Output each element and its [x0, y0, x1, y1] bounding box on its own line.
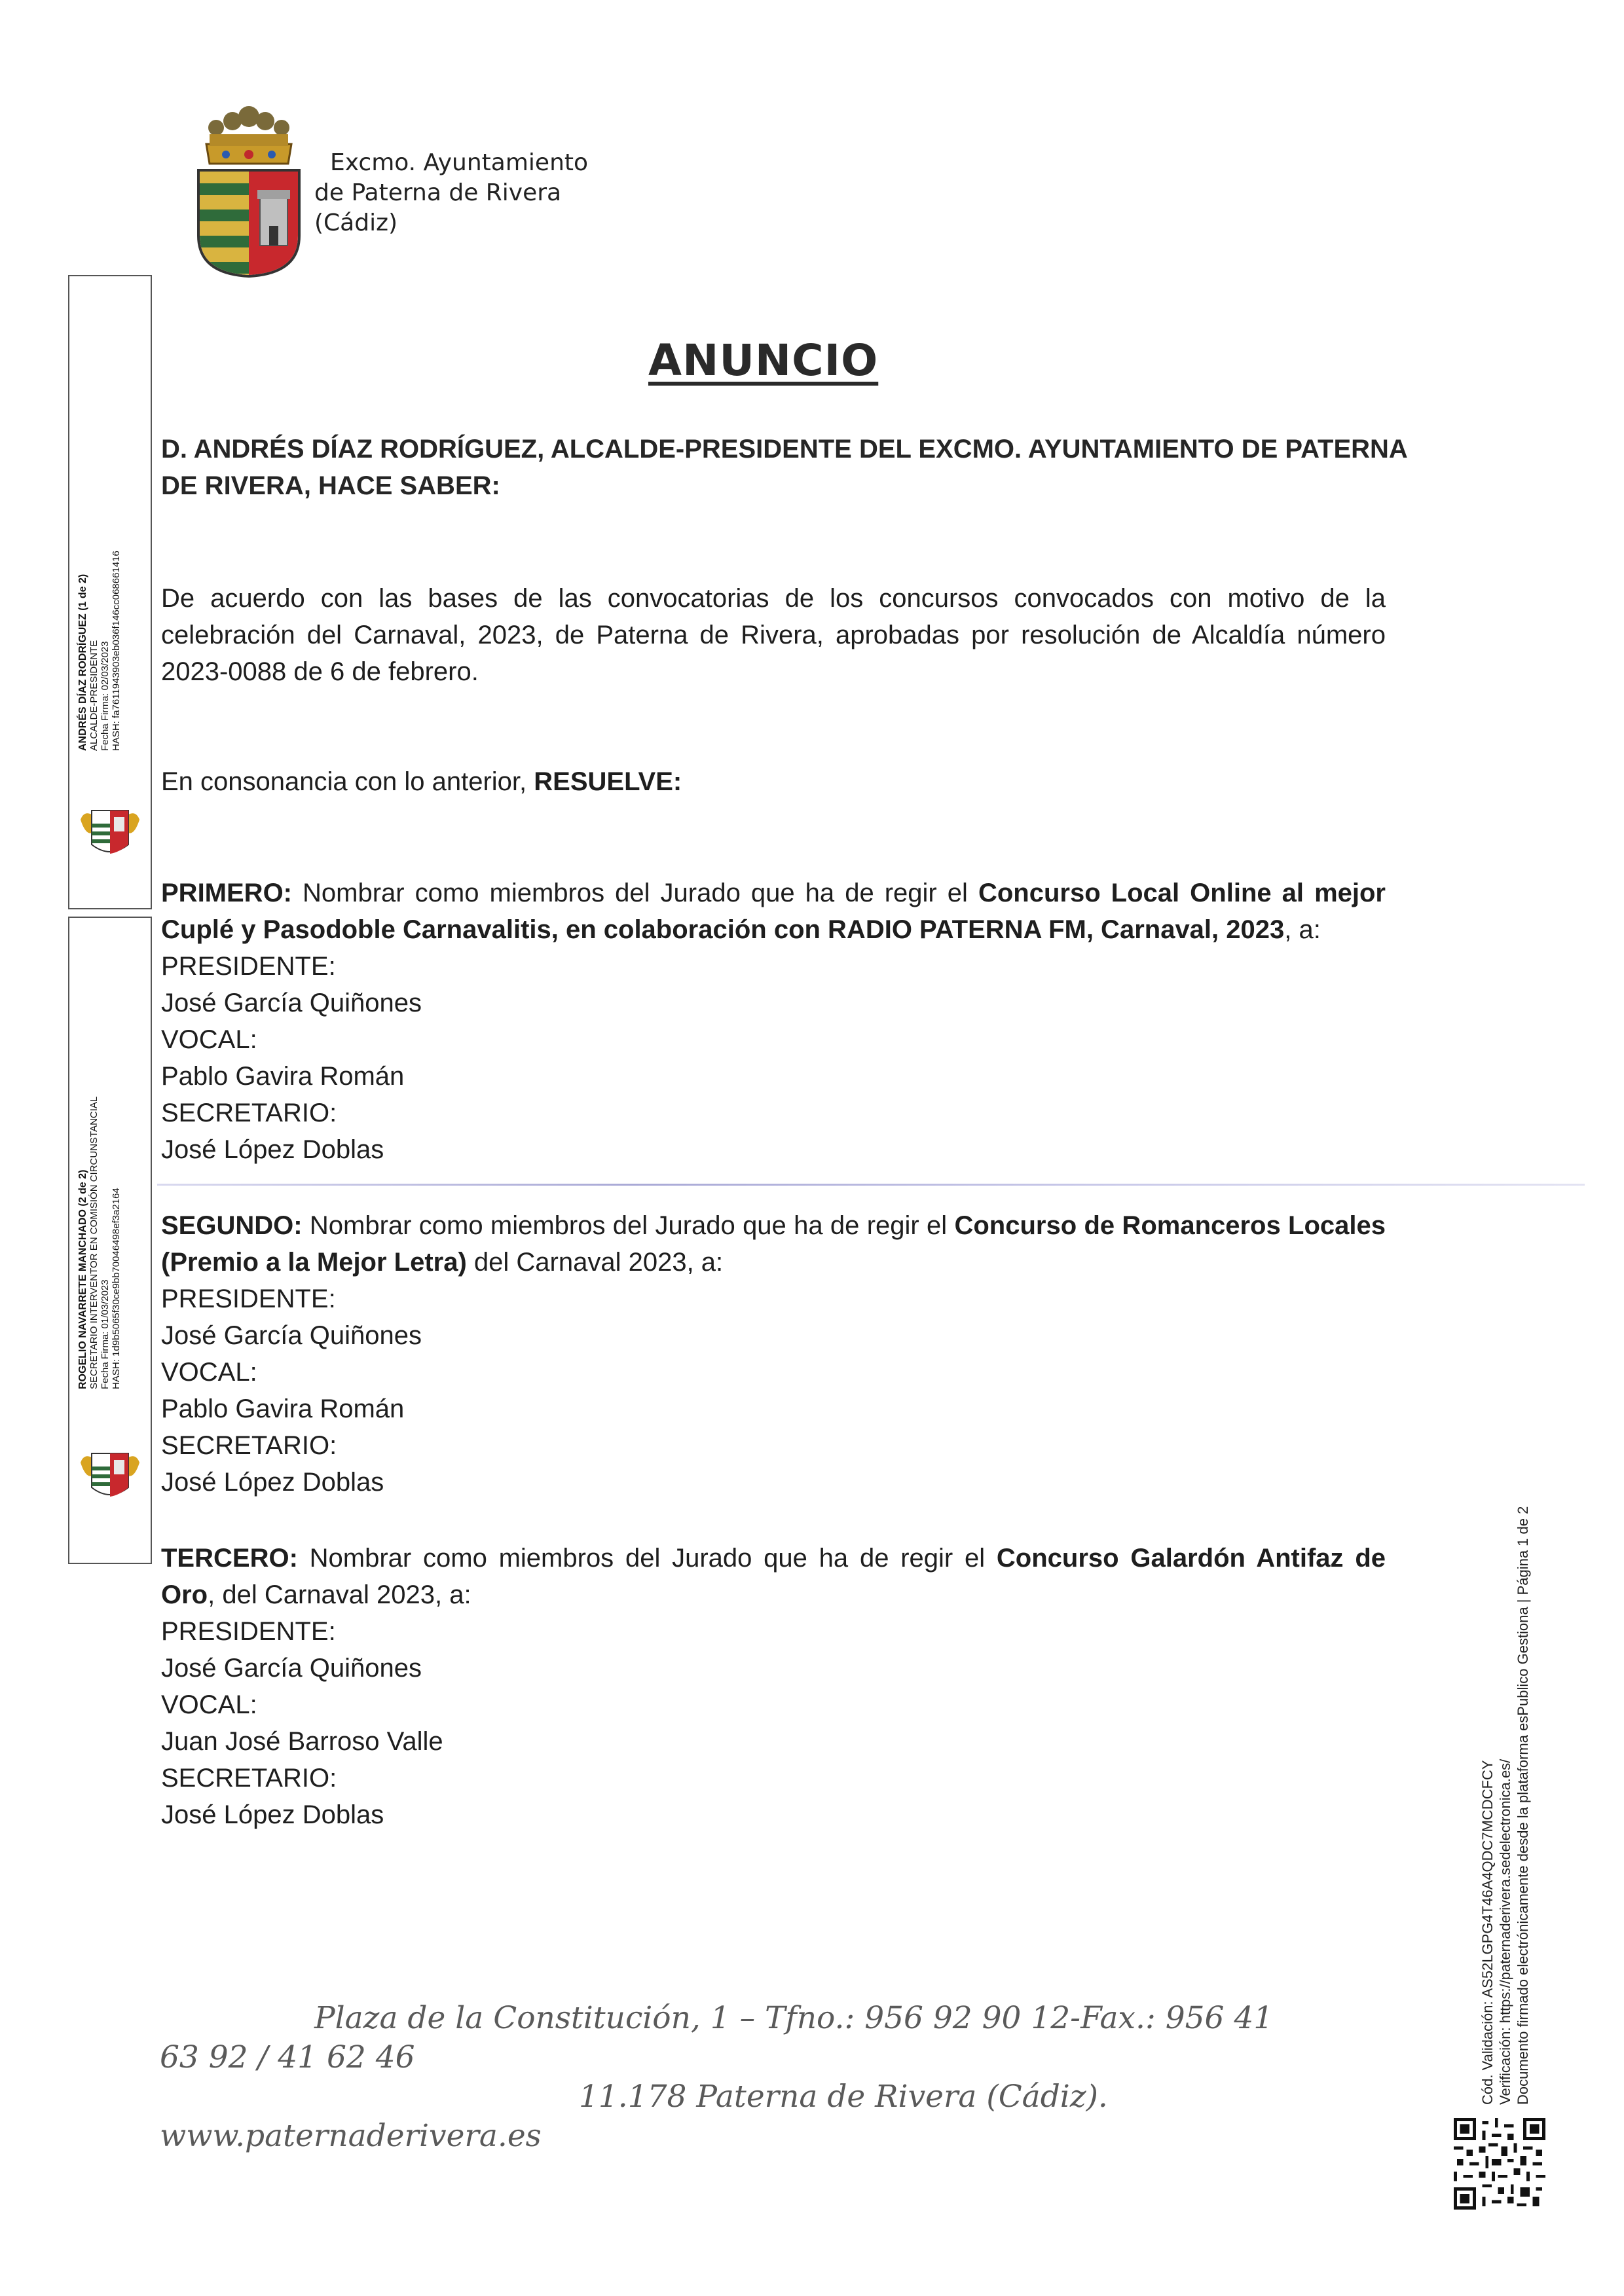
section-tercero-heading: [161, 1540, 1386, 1613]
page-title: ANUNCIO: [648, 335, 879, 386]
verification-code: Cód. Validación: AS52LGPG4T46A4QDC7MCDCFCY: [1479, 1760, 1496, 2105]
section-primero-heading: [161, 875, 1386, 948]
resolve-bold: RESUELVE:: [534, 767, 682, 796]
qr-code-icon: [1454, 2118, 1545, 2210]
section-segundo-text: Nombrar como miembros del Jurado que ha de regir el: [302, 1211, 955, 1240]
footer-city: 11.178 Paterna de Rivera (Cádiz).: [579, 2079, 1108, 2115]
section-segundo-label: SEGUNDO:: [161, 1211, 303, 1240]
signature-1-role: ALCALDE-PRESIDENTE: [88, 640, 100, 751]
role-label: PRESIDENTE:: [161, 952, 336, 981]
council-line-2: de Paterna de Rivera: [314, 179, 562, 206]
verification-text: [1479, 1506, 1532, 2105]
signature-2-text: [77, 1097, 122, 1389]
section-tercero-label: TERCERO:: [161, 1544, 298, 1573]
role-person: José García Quiñones: [161, 1654, 422, 1683]
coat-of-arms-icon: [193, 98, 304, 278]
role-person: Pablo Gavira Román: [161, 1062, 405, 1091]
council-name: [314, 148, 588, 238]
role-person: José López Doblas: [161, 1468, 384, 1497]
role-person: José García Quiñones: [161, 1321, 422, 1350]
signature-2-role: SECRETARIO INTERVENTOR EN COMISIÓN CIRCUNSTANCIAL: [88, 1096, 100, 1389]
section-segundo: [161, 1207, 1386, 1501]
footer-phones: 63 92 / 41 62 46: [160, 2039, 415, 2075]
council-line-3: (Cádiz): [314, 210, 398, 236]
section-primero: [161, 875, 1386, 1168]
intro-line-1: D. ANDRÉS DÍAZ RODRÍGUEZ, ALCALDE-PRESIDENTE DEL EXCMO. AYUNTAMIENTO DE PATERNA: [161, 435, 1408, 464]
role-label: VOCAL:: [161, 1025, 257, 1054]
signature-1-hash: HASH: fa7611943903eb036f146cc068661416: [111, 551, 122, 751]
section-tercero-tail: , del Carnaval 2023, a:: [208, 1580, 471, 1609]
verification-note: Documento firmado electrónicamente desde la plataforma esPublico Gestiona | Página 1 de 2: [1515, 1506, 1531, 2105]
section-primero-label: PRIMERO:: [161, 879, 292, 907]
intro-heading: [161, 431, 1408, 504]
role-person: José García Quiñones: [161, 989, 422, 1017]
signature-box-2: [68, 917, 152, 1564]
section-tercero-contest: Concurso Galardón Antifaz de Oro: [161, 1544, 1386, 1609]
role-person: José López Doblas: [161, 1135, 384, 1164]
signature-box-1: [68, 275, 152, 909]
role-label: PRESIDENTE:: [161, 1617, 336, 1646]
signature-2-coat-icon: [77, 1448, 143, 1502]
section-segundo-heading: [161, 1207, 1386, 1281]
role-person: Juan José Barroso Valle: [161, 1727, 443, 1756]
signature-2-date: Fecha Firma: 01/03/2023: [100, 1279, 111, 1389]
signature-2-name: ROGELIO NAVARRETE MANCHADO (2 de 2): [77, 1169, 88, 1389]
signature-1-date: Fecha Firma: 02/03/2023: [100, 641, 111, 751]
section-primero-text: Nombrar como miembros del Jurado que ha de regir el: [292, 879, 978, 907]
signature-1-coat-icon: [77, 805, 143, 859]
footer-address: Plaza de la Constitución, 1 – Tfno.: 956 92 90 12-Fax.: 956 41: [314, 2000, 1274, 2036]
section-primero-tail: , a:: [1284, 915, 1321, 944]
role-label: SECRETARIO:: [161, 1431, 337, 1460]
section-segundo-contest: Concurso de Romanceros Locales (Premio a la Mejor Letra): [161, 1211, 1386, 1277]
verification-url: Verificación: https://paternaderivera.sedelectronica.es/: [1497, 1758, 1513, 2105]
role-label: PRESIDENTE:: [161, 1285, 336, 1313]
intro-paragraph: De acuerdo con las bases de las convocatorias de los concursos convocados con motivo de la celebración del Carnaval, 2023, de Paterna de Rivera, aprobadas por resolución de Alcaldía número 2023-0088 de 6 de febrero.: [161, 584, 1386, 686]
signature-1-name: ANDRÉS DÍAZ RODRÍGUEZ (1 de 2): [77, 574, 88, 751]
footer-website: www.paternaderivera.es: [160, 2118, 542, 2154]
signature-2-hash: HASH: 1d9b5065f30ce9bb70046498ef3a2164: [111, 1188, 122, 1389]
role-label: SECRETARIO:: [161, 1099, 337, 1127]
signature-1-text: [77, 551, 122, 751]
role-person: José López Doblas: [161, 1800, 384, 1829]
council-line-1: Excmo. Ayuntamiento: [330, 149, 589, 176]
section-primero-contest: Concurso Local Online al mejor Cuplé y Pasodoble Carnavalitis, en colaboración con RADIO PATERNA FM, Carnaval, 2023: [161, 879, 1386, 944]
resolve-line: [161, 763, 1386, 800]
intro-line-2: DE RIVERA, HACE SABER:: [161, 471, 500, 500]
section-tercero-text: Nombrar como miembros del Jurado que ha de regir el: [297, 1544, 997, 1573]
divider-line: [157, 1184, 1585, 1186]
role-label: VOCAL:: [161, 1690, 257, 1719]
role-label: SECRETARIO:: [161, 1764, 337, 1793]
resolve-text: En consonancia con lo anterior,: [161, 767, 534, 796]
section-segundo-tail: del Carnaval 2023, a:: [466, 1248, 724, 1277]
role-person: Pablo Gavira Román: [161, 1394, 405, 1423]
section-tercero: [161, 1540, 1386, 1833]
role-label: VOCAL:: [161, 1358, 257, 1387]
